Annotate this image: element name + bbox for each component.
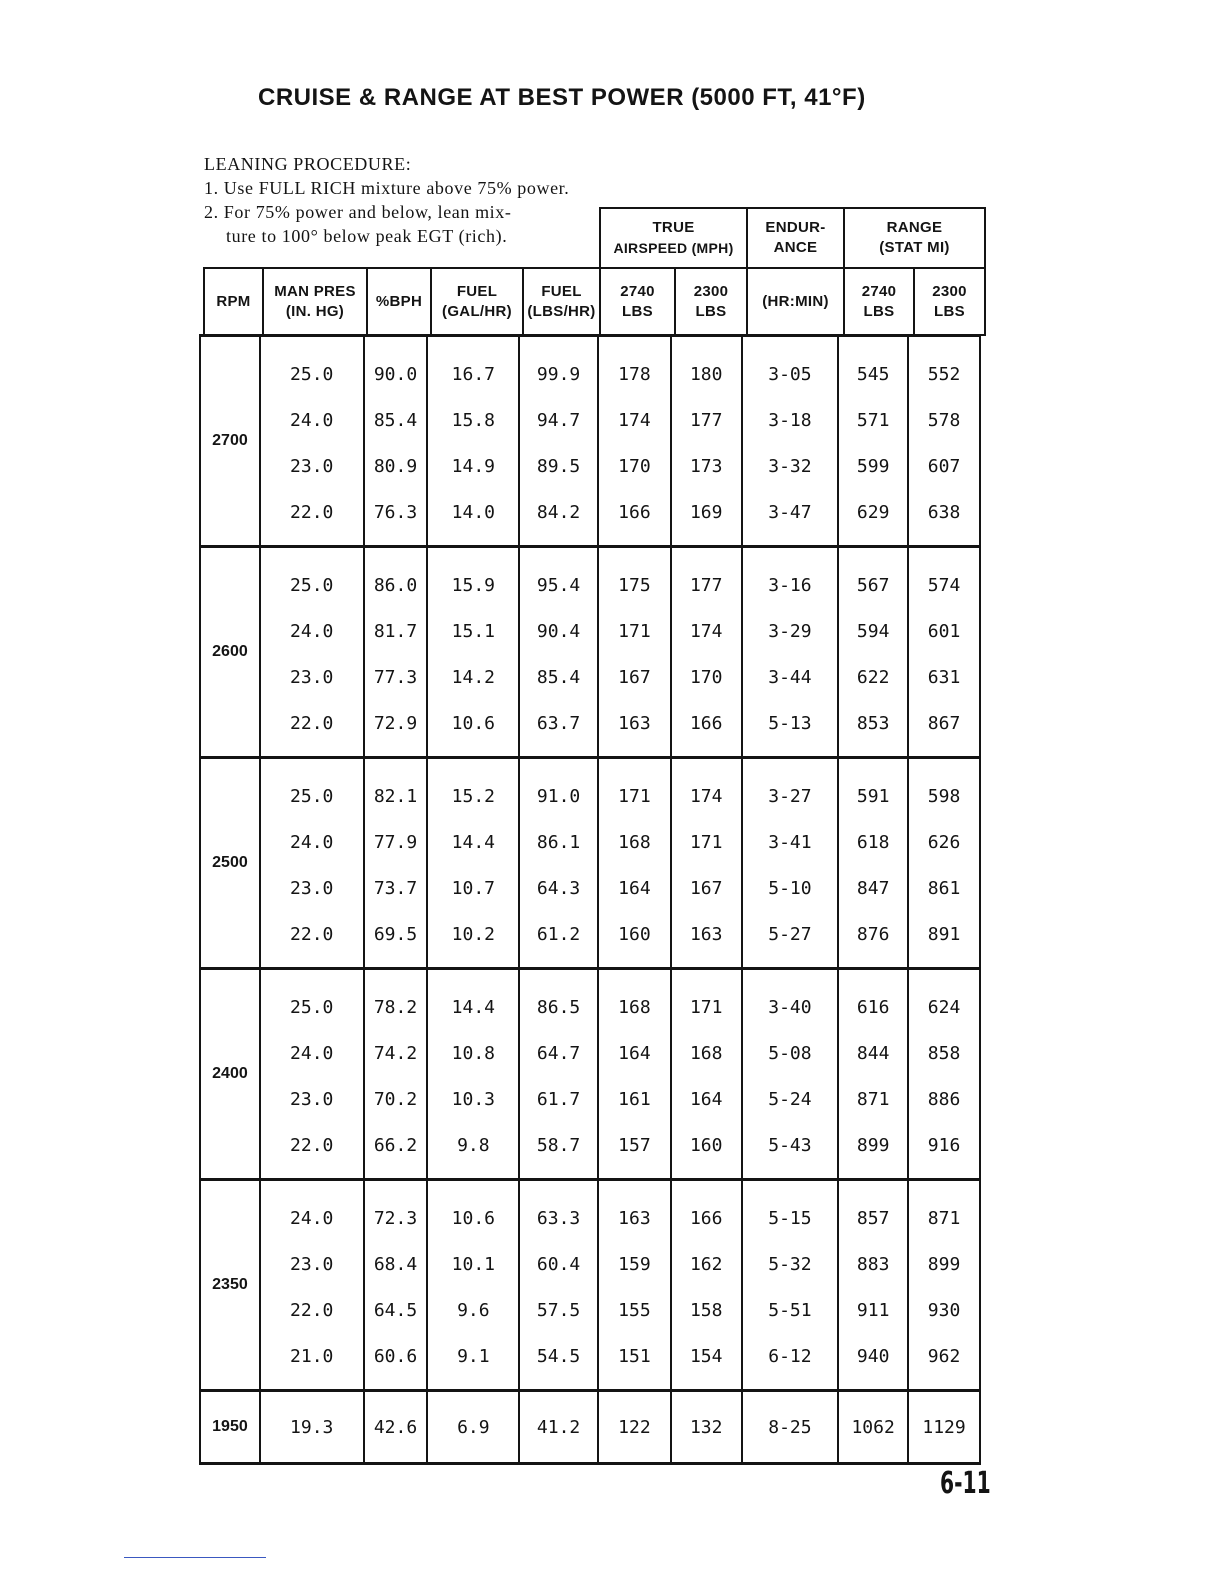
header-endurance-line1: ENDUR- xyxy=(765,219,826,236)
man-pres-cell: 25.0 xyxy=(260,547,364,609)
fuel-gal-cell: 14.9 xyxy=(427,443,519,489)
range-2300-cell: 574 xyxy=(908,547,980,609)
airspeed-2300-cell: 158 xyxy=(671,1287,742,1333)
airspeed-2740-cell: 175 xyxy=(598,547,671,609)
fuel-lbs-cell: 91.0 xyxy=(519,758,598,820)
header-airspeed-2740-line2: LBS xyxy=(622,302,653,320)
header-range xyxy=(843,207,986,269)
airspeed-2740-cell: 157 xyxy=(598,1122,671,1180)
range-2300-cell: 871 xyxy=(908,1180,980,1242)
endurance-cell: 5-10 xyxy=(742,865,839,911)
range-2740-cell: 883 xyxy=(838,1241,908,1287)
range-2300-cell: 626 xyxy=(908,819,980,865)
man-pres-cell: 24.0 xyxy=(260,819,364,865)
fuel-gal-cell: 15.2 xyxy=(427,758,519,820)
airspeed-2740-cell: 178 xyxy=(598,336,671,398)
range-2300-cell: 624 xyxy=(908,969,980,1031)
footer-rule xyxy=(124,1557,266,1558)
header-airspeed-2740-line1: 2740 xyxy=(620,282,655,300)
fuel-lbs-cell: 58.7 xyxy=(519,1122,598,1180)
airspeed-2300-cell: 132 xyxy=(671,1391,742,1464)
fuel-gal-cell: 16.7 xyxy=(427,336,519,398)
header-bph xyxy=(366,267,432,336)
table-row xyxy=(200,1076,980,1122)
rpm-cell: 2350 xyxy=(200,1180,260,1391)
man-pres-cell: 23.0 xyxy=(260,1241,364,1287)
range-2740-cell: 629 xyxy=(838,489,908,547)
leaning-step-2a: 2. For 75% power and below, lean mix- xyxy=(204,202,512,222)
fuel-gal-cell: 10.6 xyxy=(427,700,519,758)
bph-cell: 80.9 xyxy=(364,443,428,489)
range-2300-cell: 861 xyxy=(908,865,980,911)
fuel-lbs-cell: 94.7 xyxy=(519,397,598,443)
airspeed-2300-cell: 160 xyxy=(671,1122,742,1180)
range-2300-cell: 899 xyxy=(908,1241,980,1287)
endurance-cell: 5-51 xyxy=(742,1287,839,1333)
airspeed-2300-cell: 177 xyxy=(671,547,742,609)
rpm-cell: 2700 xyxy=(200,336,260,547)
airspeed-2300-cell: 169 xyxy=(671,489,742,547)
fuel-lbs-cell: 84.2 xyxy=(519,489,598,547)
range-2300-cell: 962 xyxy=(908,1333,980,1391)
header-man-pres-line2: (IN. HG) xyxy=(285,302,345,320)
table-row xyxy=(200,865,980,911)
header-airspeed-2300 xyxy=(674,267,748,336)
range-2300-cell: 578 xyxy=(908,397,980,443)
man-pres-cell: 22.0 xyxy=(260,1122,364,1180)
airspeed-2740-cell: 163 xyxy=(598,700,671,758)
header-man-pres xyxy=(262,267,368,336)
table-row xyxy=(200,969,980,1031)
header-fuel-lbs-line1: FUEL xyxy=(541,282,582,300)
airspeed-2740-cell: 171 xyxy=(598,608,671,654)
table-row xyxy=(200,1122,980,1180)
fuel-gal-cell: 14.4 xyxy=(427,819,519,865)
man-pres-cell: 21.0 xyxy=(260,1333,364,1391)
range-2300-cell: 1129 xyxy=(908,1391,980,1464)
header-true-airspeed-line2: AIRSPEED (MPH) xyxy=(613,240,734,256)
endurance-cell: 5-32 xyxy=(742,1241,839,1287)
page-number: 6-11 xyxy=(940,1466,991,1501)
range-2740-cell: 567 xyxy=(838,547,908,609)
airspeed-2740-cell: 170 xyxy=(598,443,671,489)
table-row xyxy=(200,443,980,489)
range-2300-cell: 930 xyxy=(908,1287,980,1333)
man-pres-cell: 24.0 xyxy=(260,1180,364,1242)
man-pres-cell: 24.0 xyxy=(260,608,364,654)
endurance-cell: 5-24 xyxy=(742,1076,839,1122)
bph-cell: 90.0 xyxy=(364,336,428,398)
airspeed-2740-cell: 164 xyxy=(598,865,671,911)
page-title: CRUISE & RANGE AT BEST POWER (5000 FT, 41°F) xyxy=(258,84,866,111)
table-row xyxy=(200,608,980,654)
man-pres-cell: 22.0 xyxy=(260,700,364,758)
man-pres-cell: 24.0 xyxy=(260,397,364,443)
range-2740-cell: 1062 xyxy=(838,1391,908,1464)
man-pres-cell: 22.0 xyxy=(260,911,364,969)
fuel-gal-cell: 14.2 xyxy=(427,654,519,700)
man-pres-cell: 23.0 xyxy=(260,1076,364,1122)
fuel-lbs-cell: 63.7 xyxy=(519,700,598,758)
fuel-lbs-cell: 86.5 xyxy=(519,969,598,1031)
header-airspeed-2300-line2: LBS xyxy=(695,302,727,320)
fuel-gal-cell: 10.8 xyxy=(427,1030,519,1076)
endurance-cell: 3-32 xyxy=(742,443,839,489)
fuel-gal-cell: 6.9 xyxy=(427,1391,519,1464)
table-row xyxy=(200,700,980,758)
table-body xyxy=(200,336,980,1464)
fuel-gal-cell: 14.0 xyxy=(427,489,519,547)
bph-cell: 72.3 xyxy=(364,1180,428,1242)
fuel-gal-cell: 9.6 xyxy=(427,1287,519,1333)
bph-cell: 72.9 xyxy=(364,700,428,758)
range-2740-cell: 545 xyxy=(838,336,908,398)
range-2300-cell: 867 xyxy=(908,700,980,758)
airspeed-2740-cell: 160 xyxy=(598,911,671,969)
endurance-cell: 3-18 xyxy=(742,397,839,443)
man-pres-cell: 25.0 xyxy=(260,758,364,820)
table-row xyxy=(200,819,980,865)
airspeed-2300-cell: 166 xyxy=(671,700,742,758)
airspeed-2740-cell: 163 xyxy=(598,1180,671,1242)
fuel-gal-cell: 15.9 xyxy=(427,547,519,609)
airspeed-2300-cell: 162 xyxy=(671,1241,742,1287)
table-row xyxy=(200,1333,980,1391)
header-true-airspeed xyxy=(599,207,748,269)
range-2300-cell: 886 xyxy=(908,1076,980,1122)
airspeed-2300-cell: 180 xyxy=(671,336,742,398)
header-fuel-gal-line1: FUEL xyxy=(456,282,498,300)
airspeed-2740-cell: 174 xyxy=(598,397,671,443)
fuel-gal-cell: 9.8 xyxy=(427,1122,519,1180)
range-2300-cell: 638 xyxy=(908,489,980,547)
header-fuel-gal xyxy=(430,267,524,336)
rpm-cell: 2400 xyxy=(200,969,260,1180)
table-row xyxy=(200,911,980,969)
range-2740-cell: 876 xyxy=(838,911,908,969)
endurance-cell: 3-40 xyxy=(742,969,839,1031)
airspeed-2740-cell: 122 xyxy=(598,1391,671,1464)
airspeed-2300-cell: 166 xyxy=(671,1180,742,1242)
range-2740-cell: 599 xyxy=(838,443,908,489)
airspeed-2300-cell: 154 xyxy=(671,1333,742,1391)
fuel-lbs-cell: 64.3 xyxy=(519,865,598,911)
header-airspeed-2740 xyxy=(599,267,676,336)
airspeed-2740-cell: 155 xyxy=(598,1287,671,1333)
bph-cell: 66.2 xyxy=(364,1122,428,1180)
man-pres-cell: 25.0 xyxy=(260,336,364,398)
header-hr-min xyxy=(746,267,845,336)
fuel-lbs-cell: 85.4 xyxy=(519,654,598,700)
airspeed-2740-cell: 151 xyxy=(598,1333,671,1391)
range-2740-cell: 571 xyxy=(838,397,908,443)
range-2740-cell: 857 xyxy=(838,1180,908,1242)
range-2740-cell: 618 xyxy=(838,819,908,865)
fuel-lbs-cell: 61.2 xyxy=(519,911,598,969)
fuel-gal-cell: 9.1 xyxy=(427,1333,519,1391)
rpm-cell: 2500 xyxy=(200,758,260,969)
fuel-lbs-cell: 90.4 xyxy=(519,608,598,654)
endurance-cell: 3-41 xyxy=(742,819,839,865)
fuel-gal-cell: 15.8 xyxy=(427,397,519,443)
airspeed-2300-cell: 163 xyxy=(671,911,742,969)
bph-cell: 69.5 xyxy=(364,911,428,969)
bph-cell: 60.6 xyxy=(364,1333,428,1391)
bph-cell: 64.5 xyxy=(364,1287,428,1333)
endurance-cell: 3-44 xyxy=(742,654,839,700)
rpm-cell: 1950 xyxy=(200,1391,260,1464)
header-rpm-label: RPM xyxy=(216,292,251,310)
table-row xyxy=(200,1391,980,1464)
airspeed-2300-cell: 173 xyxy=(671,443,742,489)
range-2300-cell: 601 xyxy=(908,608,980,654)
endurance-cell: 3-29 xyxy=(742,608,839,654)
header-airspeed-2300-line1: 2300 xyxy=(693,282,729,300)
header-true-airspeed-line1: TRUE xyxy=(652,219,695,236)
endurance-cell: 6-12 xyxy=(742,1333,839,1391)
range-2300-cell: 916 xyxy=(908,1122,980,1180)
rpm-cell: 2600 xyxy=(200,547,260,758)
cruise-range-table xyxy=(199,334,981,1465)
fuel-gal-cell: 10.6 xyxy=(427,1180,519,1242)
table-row xyxy=(200,1180,980,1242)
range-2740-cell: 847 xyxy=(838,865,908,911)
fuel-lbs-cell: 89.5 xyxy=(519,443,598,489)
airspeed-2300-cell: 170 xyxy=(671,654,742,700)
table-row xyxy=(200,1287,980,1333)
bph-cell: 42.6 xyxy=(364,1391,428,1464)
bph-cell: 77.9 xyxy=(364,819,428,865)
table-row xyxy=(200,397,980,443)
man-pres-cell: 22.0 xyxy=(260,1287,364,1333)
endurance-cell: 5-43 xyxy=(742,1122,839,1180)
table-row xyxy=(200,1030,980,1076)
range-2300-cell: 631 xyxy=(908,654,980,700)
bph-cell: 86.0 xyxy=(364,547,428,609)
range-2740-cell: 591 xyxy=(838,758,908,820)
header-range-line1: RANGE xyxy=(886,219,943,236)
header-bph-label: %BPH xyxy=(375,292,423,310)
table-row xyxy=(200,758,980,820)
fuel-lbs-cell: 64.7 xyxy=(519,1030,598,1076)
bph-cell: 82.1 xyxy=(364,758,428,820)
endurance-cell: 3-27 xyxy=(742,758,839,820)
leaning-heading: LEANING PROCEDURE: xyxy=(204,154,412,174)
header-rpm xyxy=(203,267,264,336)
fuel-lbs-cell: 61.7 xyxy=(519,1076,598,1122)
endurance-cell: 5-15 xyxy=(742,1180,839,1242)
range-2740-cell: 622 xyxy=(838,654,908,700)
range-2300-cell: 607 xyxy=(908,443,980,489)
range-2740-cell: 853 xyxy=(838,700,908,758)
airspeed-2740-cell: 159 xyxy=(598,1241,671,1287)
header-range-2300 xyxy=(913,267,986,336)
fuel-lbs-cell: 63.3 xyxy=(519,1180,598,1242)
endurance-cell: 5-13 xyxy=(742,700,839,758)
range-2300-cell: 891 xyxy=(908,911,980,969)
header-endurance-line2: ANCE xyxy=(773,239,818,256)
header-range-2740 xyxy=(843,267,915,336)
airspeed-2300-cell: 174 xyxy=(671,758,742,820)
airspeed-2740-cell: 168 xyxy=(598,819,671,865)
airspeed-2740-cell: 168 xyxy=(598,969,671,1031)
table-row xyxy=(200,547,980,609)
airspeed-2300-cell: 177 xyxy=(671,397,742,443)
fuel-lbs-cell: 60.4 xyxy=(519,1241,598,1287)
man-pres-cell: 23.0 xyxy=(260,443,364,489)
bph-cell: 73.7 xyxy=(364,865,428,911)
fuel-gal-cell: 10.2 xyxy=(427,911,519,969)
bph-cell: 85.4 xyxy=(364,397,428,443)
man-pres-cell: 25.0 xyxy=(260,969,364,1031)
endurance-cell: 3-16 xyxy=(742,547,839,609)
airspeed-2740-cell: 167 xyxy=(598,654,671,700)
range-2740-cell: 940 xyxy=(838,1333,908,1391)
leaning-step-2b: ture to 100° below peak EGT (rich). xyxy=(226,226,508,246)
header-range-2740-line2: LBS xyxy=(863,302,895,320)
table-row xyxy=(200,654,980,700)
range-2300-cell: 598 xyxy=(908,758,980,820)
header-endurance xyxy=(746,207,845,269)
header-fuel-lbs xyxy=(522,267,601,336)
table-row xyxy=(200,336,980,398)
fuel-gal-cell: 10.3 xyxy=(427,1076,519,1122)
endurance-cell: 3-47 xyxy=(742,489,839,547)
fuel-lbs-cell: 95.4 xyxy=(519,547,598,609)
man-pres-cell: 23.0 xyxy=(260,654,364,700)
airspeed-2300-cell: 167 xyxy=(671,865,742,911)
leaning-step-1: 1. Use FULL RICH mixture above 75% power. xyxy=(204,178,570,198)
airspeed-2300-cell: 164 xyxy=(671,1076,742,1122)
man-pres-cell: 23.0 xyxy=(260,865,364,911)
airspeed-2740-cell: 164 xyxy=(598,1030,671,1076)
range-2740-cell: 844 xyxy=(838,1030,908,1076)
fuel-gal-cell: 14.4 xyxy=(427,969,519,1031)
bph-cell: 76.3 xyxy=(364,489,428,547)
airspeed-2740-cell: 161 xyxy=(598,1076,671,1122)
range-2740-cell: 616 xyxy=(838,969,908,1031)
range-2740-cell: 911 xyxy=(838,1287,908,1333)
bph-cell: 78.2 xyxy=(364,969,428,1031)
airspeed-2300-cell: 174 xyxy=(671,608,742,654)
range-2300-cell: 552 xyxy=(908,336,980,398)
fuel-lbs-cell: 41.2 xyxy=(519,1391,598,1464)
endurance-cell: 5-08 xyxy=(742,1030,839,1076)
airspeed-2300-cell: 168 xyxy=(671,1030,742,1076)
fuel-gal-cell: 15.1 xyxy=(427,608,519,654)
bph-cell: 81.7 xyxy=(364,608,428,654)
header-range-2740-line1: 2740 xyxy=(861,282,897,300)
airspeed-2300-cell: 171 xyxy=(671,969,742,1031)
fuel-lbs-cell: 57.5 xyxy=(519,1287,598,1333)
endurance-cell: 8-25 xyxy=(742,1391,839,1464)
airspeed-2300-cell: 171 xyxy=(671,819,742,865)
bph-cell: 70.2 xyxy=(364,1076,428,1122)
bph-cell: 68.4 xyxy=(364,1241,428,1287)
header-hr-min-label: (HR:MIN) xyxy=(762,292,829,310)
bph-cell: 77.3 xyxy=(364,654,428,700)
header-range-2300-line2: LBS xyxy=(934,302,965,320)
header-range-line2: (STAT MI) xyxy=(879,239,950,256)
fuel-lbs-cell: 54.5 xyxy=(519,1333,598,1391)
airspeed-2740-cell: 166 xyxy=(598,489,671,547)
range-2740-cell: 594 xyxy=(838,608,908,654)
man-pres-cell: 19.3 xyxy=(260,1391,364,1464)
table-row xyxy=(200,489,980,547)
bph-cell: 74.2 xyxy=(364,1030,428,1076)
man-pres-cell: 22.0 xyxy=(260,489,364,547)
header-fuel-lbs-line2: (LBS/HR) xyxy=(527,302,596,320)
header-range-2300-line1: 2300 xyxy=(932,282,967,300)
range-2300-cell: 858 xyxy=(908,1030,980,1076)
fuel-lbs-cell: 99.9 xyxy=(519,336,598,398)
range-2740-cell: 871 xyxy=(838,1076,908,1122)
leaning-procedure xyxy=(204,152,569,248)
fuel-gal-cell: 10.1 xyxy=(427,1241,519,1287)
header-fuel-gal-line2: (GAL/HR) xyxy=(442,302,512,320)
endurance-cell: 5-27 xyxy=(742,911,839,969)
fuel-lbs-cell: 86.1 xyxy=(519,819,598,865)
fuel-gal-cell: 10.7 xyxy=(427,865,519,911)
airspeed-2740-cell: 171 xyxy=(598,758,671,820)
man-pres-cell: 24.0 xyxy=(260,1030,364,1076)
header-man-pres-line1: MAN PRES xyxy=(274,282,356,300)
endurance-cell: 3-05 xyxy=(742,336,839,398)
range-2740-cell: 899 xyxy=(838,1122,908,1180)
table-row xyxy=(200,1241,980,1287)
